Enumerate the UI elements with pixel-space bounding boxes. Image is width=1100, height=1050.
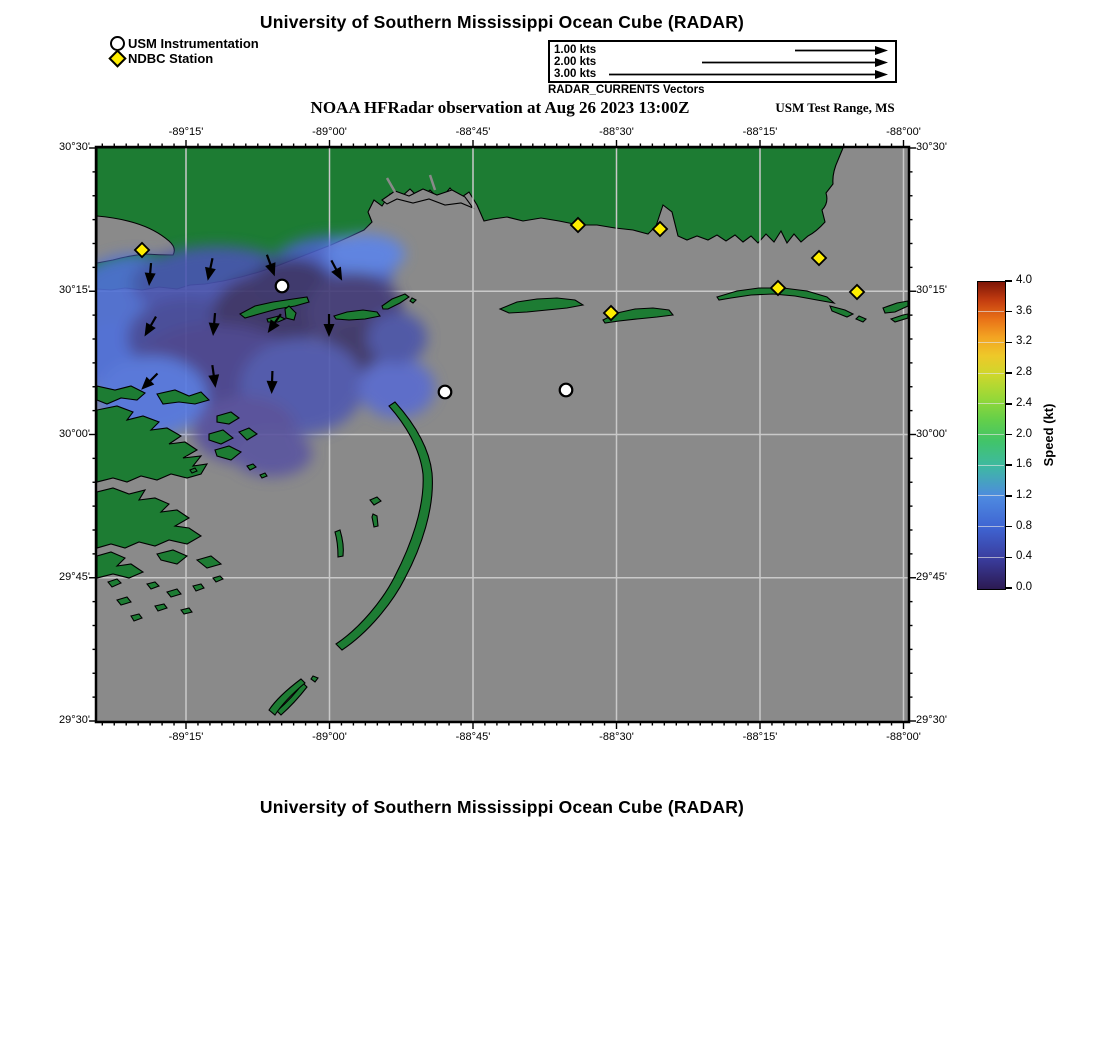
colorbar-tick-label: 0.0 — [1016, 581, 1032, 593]
page-title: University of Southern Mississippi Ocean Cube (RADAR) — [259, 12, 745, 32]
colorbar-tick — [1005, 464, 1012, 466]
x-axis-label-bottom: -88°00' — [886, 731, 921, 743]
colorbar-tick-label: 1.6 — [1016, 458, 1032, 471]
y-axis-label-left: 30°30' — [59, 141, 90, 153]
colorbar-tick-label: 3.6 — [1016, 304, 1032, 317]
y-axis-label-left: 29°45' — [59, 570, 90, 583]
region-label: USM Test Range, MS — [775, 100, 895, 115]
vector-scale-caption: RADAR_CURRENTS Vectors — [548, 84, 705, 96]
ndbc-diamond-icon — [108, 49, 126, 67]
colorbar-tick-label: 3.2 — [1016, 335, 1032, 348]
x-axis-label-top: -89°15' — [168, 126, 204, 138]
colorbar — [977, 281, 1006, 590]
scale-arrow-head-icon — [875, 46, 888, 55]
usm-station-marker — [276, 280, 289, 293]
colorbar-gridline — [978, 342, 1004, 343]
usm-station-marker — [560, 384, 573, 397]
x-axis-label-bottom: -88°30' — [599, 731, 634, 743]
vector-scale-label: 2.00 kts — [554, 55, 597, 68]
colorbar-tick — [1005, 372, 1012, 374]
scale-arrow-head-icon — [875, 70, 888, 79]
y-axis-label-left: 30°00' — [59, 427, 90, 440]
colorbar-title: Speed (kt) — [1041, 403, 1056, 467]
colorbar-tick — [1005, 342, 1012, 344]
colorbar-tick-label: 2.8 — [1016, 366, 1032, 379]
colorbar-tick — [1005, 526, 1012, 528]
colorbar-gridline — [978, 557, 1004, 558]
colorbar-tick-label: 1.2 — [1016, 488, 1032, 501]
x-axis-label-top: -88°00' — [886, 126, 921, 138]
vector-scale-label: 3.00 kts — [554, 67, 597, 80]
scale-arrow-head-icon — [875, 58, 888, 67]
colorbar-tick-label: 2.4 — [1016, 396, 1032, 409]
y-axis-label-left: 30°15' — [59, 284, 90, 297]
footer-title: University of Southern Mississippi Ocean Cube (RADAR) — [259, 797, 745, 817]
x-axis-label-top: -88°45' — [455, 126, 491, 138]
x-axis-label-bottom: -88°15' — [742, 731, 778, 743]
radar-map — [85, 136, 920, 733]
x-axis-label-bottom: -88°45' — [455, 731, 491, 743]
colorbar-tick — [1005, 280, 1012, 282]
legend-item-usm — [110, 36, 259, 51]
colorbar-gridline — [978, 403, 1004, 404]
y-axis-label-right: 29°30' — [916, 714, 947, 726]
colorbar-gridline — [978, 311, 1004, 312]
y-axis-label-right: 30°15' — [916, 284, 947, 297]
colorbar-tick-label: 2.0 — [1016, 427, 1032, 440]
colorbar-tick — [1005, 311, 1012, 313]
colorbar-gridline — [978, 495, 1004, 496]
y-axis-label-right: 30°00' — [916, 427, 947, 440]
y-axis-label-left: 29°30' — [59, 714, 90, 726]
legend — [110, 36, 259, 66]
colorbar-tick-label: 0.8 — [1016, 519, 1032, 532]
colorbar-tick — [1005, 495, 1012, 497]
colorbar-tick — [1005, 434, 1012, 436]
subtitle: NOAA HFRadar observation at Aug 26 2023 13:00Z — [310, 98, 690, 117]
vector-scale-label: 1.00 kts — [554, 43, 597, 56]
x-axis-label-top: -88°15' — [742, 126, 778, 138]
colorbar-gridline — [978, 465, 1004, 466]
colorbar-gridline — [978, 526, 1004, 527]
colorbar-tick-label: 0.4 — [1016, 550, 1032, 563]
colorbar-tick-label: 4.0 — [1016, 274, 1032, 286]
colorbar-tick — [1005, 557, 1012, 559]
colorbar-gridline — [978, 373, 1004, 374]
x-axis-label-top: -88°30' — [599, 126, 634, 138]
legend-label: NDBC Station — [128, 51, 214, 66]
legend-label: USM Instrumentation — [128, 36, 259, 51]
y-axis-label-right: 29°45' — [916, 570, 947, 583]
scale-arrows — [550, 42, 895, 81]
x-axis-label-bottom: -89°15' — [168, 731, 204, 743]
x-axis-label-bottom: -89°00' — [312, 731, 347, 743]
vector-scale-box — [548, 40, 897, 83]
legend-item-ndbc — [110, 51, 259, 66]
colorbar-gridline — [978, 434, 1004, 435]
usm-station-marker — [439, 386, 452, 399]
x-axis-label-top: -89°00' — [312, 126, 347, 138]
colorbar-tick — [1005, 403, 1012, 405]
y-axis-label-right: 30°30' — [916, 141, 947, 153]
colorbar-tick — [1005, 587, 1012, 589]
